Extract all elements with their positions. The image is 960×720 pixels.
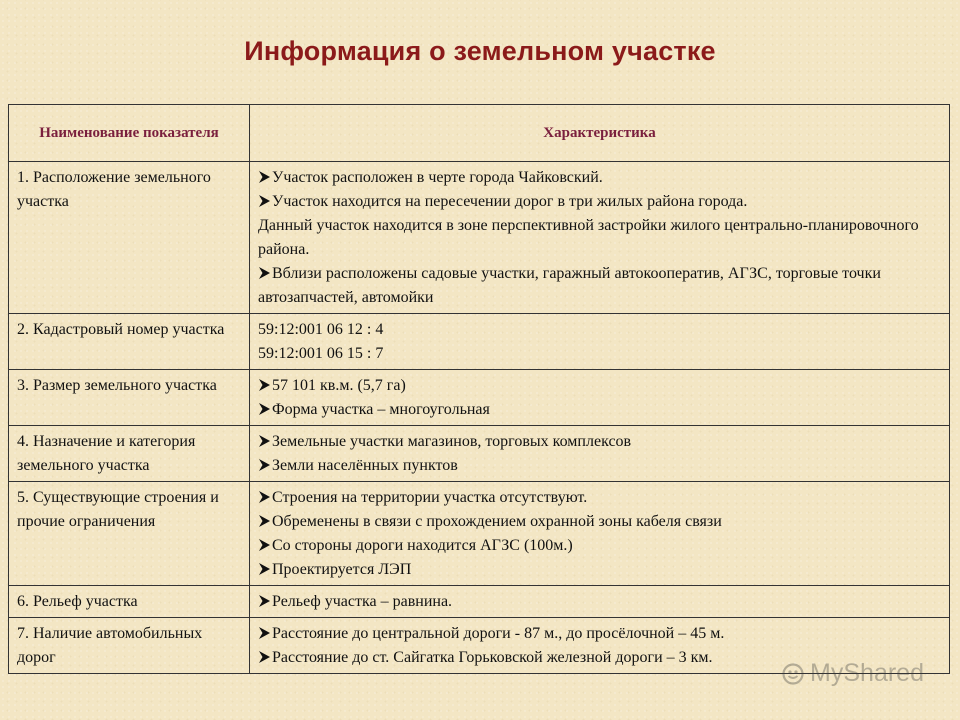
list-item [258,262,941,310]
indicator-cell: 5. Существующие строения и прочие ограничения [9,482,250,586]
characteristic-list [258,590,941,614]
list-item [258,430,941,454]
list-item-text: Проектируется ЛЭП [272,561,412,578]
list-item-text: Рельеф участка – равнина. [272,593,453,610]
indicator-cell: 2. Кадастровый номер участка [9,314,250,370]
table-row [9,426,950,482]
arrow-bullet-icon [258,378,271,392]
characteristic-list [258,430,941,478]
list-item [258,510,941,534]
list-item [258,590,941,614]
list-item-text: Со стороны дороги находится АГЗС (100м.) [272,537,573,554]
list-item-text: Участок находится на пересечении дорог в три жилых района города. [272,193,748,210]
arrow-bullet-icon [258,650,271,664]
indicator-cell: 1. Расположение земельного участка [9,162,250,314]
list-item-text: 59:12:001 06 12 : 4 [258,321,384,338]
characteristic-list [258,374,941,422]
list-item [258,374,941,398]
list-item-text: Расстояние до центральной дороги - 87 м., до просёлочной – 45 м. [272,625,725,642]
characteristic-cell [250,426,950,482]
myshared-logo-icon [782,663,804,685]
arrow-bullet-icon [258,490,271,504]
list-item [258,190,941,214]
list-item [258,558,941,582]
arrow-bullet-icon [258,538,271,552]
arrow-bullet-icon [258,562,271,576]
column-header-indicator: Наименование показателя [9,105,250,162]
list-item [258,342,941,366]
characteristic-list [258,166,941,310]
list-item-text: Вблизи расположены садовые участки, гаражный автокооператив, АГЗС, торговые точки автозапчастей, автомойки [258,265,881,306]
table-body [9,162,950,674]
list-item-text: Обременены в связи с прохождением охранной зоны кабеля связи [272,513,722,530]
list-item-text: Данный участок находится в зоне перспективной застройки жилого центрально-планировочного района. [258,217,919,258]
table-row [9,370,950,426]
list-item-text: Расстояние до ст. Сайгатка Горьковской железной дороги – 3 км. [272,649,713,666]
list-item [258,214,941,262]
list-item-text: Земли населённых пунктов [272,457,458,474]
characteristic-cell [250,370,950,426]
column-header-characteristic: Характеристика [250,105,950,162]
list-item [258,398,941,422]
arrow-bullet-icon [258,626,271,640]
characteristic-list [258,318,941,366]
arrow-bullet-icon [258,170,271,184]
arrow-bullet-icon [258,434,271,448]
characteristic-cell [250,482,950,586]
arrow-bullet-icon [258,458,271,472]
characteristic-cell [250,586,950,618]
table-row [9,314,950,370]
list-item [258,166,941,190]
list-item-text: 59:12:001 06 15 : 7 [258,345,384,362]
list-item [258,454,941,478]
table-row [9,482,950,586]
list-item [258,534,941,558]
watermark [782,659,924,688]
indicator-cell: 6. Рельеф участка [9,586,250,618]
arrow-bullet-icon [258,402,271,416]
table-header-row [9,105,950,162]
characteristic-list [258,486,941,582]
list-item-text: Участок расположен в черте города Чайковский. [272,169,603,186]
list-item-text: Земельные участки магазинов, торговых комплексов [272,433,632,450]
list-item-text: Форма участка – многоугольная [272,401,490,418]
table-row [9,162,950,314]
indicator-cell: 3. Размер земельного участка [9,370,250,426]
characteristic-cell [250,314,950,370]
list-item-text: 57 101 кв.м. (5,7 га) [272,377,406,394]
watermark-text: MyShared [810,659,924,687]
page-title: Информация о земельном участке [244,36,716,66]
list-item-text: Строения на территории участка отсутствуют. [272,489,588,506]
list-item [258,622,941,646]
arrow-bullet-icon [258,266,271,280]
list-item [258,486,941,510]
characteristic-cell [250,162,950,314]
list-item [258,318,941,342]
arrow-bullet-icon [258,194,271,208]
arrow-bullet-icon [258,594,271,608]
indicator-cell: 7. Наличие автомобильных дорог [9,618,250,674]
table-row [9,586,950,618]
land-info-table [8,104,950,674]
arrow-bullet-icon [258,514,271,528]
indicator-cell: 4. Назначение и категория земельного участка [9,426,250,482]
